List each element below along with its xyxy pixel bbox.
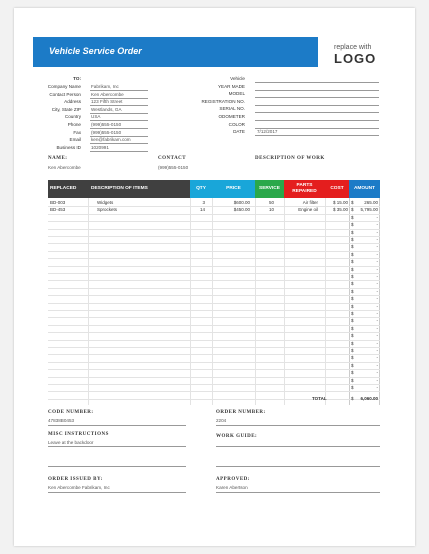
price-header: PRICE [212, 180, 255, 198]
customer-field-label: Address [64, 99, 81, 105]
work-guide-line-1 [216, 446, 380, 447]
amount-cell: - [376, 303, 378, 309]
table-row-divider [48, 221, 380, 222]
table-row-divider [48, 303, 380, 304]
amount-cell: - [376, 325, 378, 331]
table-row-divider [48, 354, 380, 355]
customer-field-label: City, State ZIP [51, 106, 81, 112]
description-cell: Sprockets [97, 207, 118, 213]
parts-repaired-header: PARTS REPAIRED [284, 180, 325, 198]
qty-cell: 3 [202, 200, 205, 205]
misc-line-2 [48, 466, 186, 467]
amount-header: AMOUNT [349, 180, 380, 198]
vehicle-field-line [255, 105, 379, 106]
name-label: NAME: [48, 156, 68, 161]
amount-currency-cell: $ [351, 348, 354, 353]
amount-cell: - [376, 348, 378, 353]
table-row-divider [48, 251, 380, 252]
code-number-label: CODE NUMBER: [48, 410, 94, 415]
amount-currency-cell: $ [351, 370, 354, 376]
vehicle-field-label: DATE [233, 129, 245, 135]
amount-cell: - [376, 333, 378, 339]
description-header: DESCRIPTION OF ITEMS [88, 180, 190, 198]
vehicle-field-value: 7/12/2017 [257, 129, 278, 135]
service-cell: 10 [268, 207, 274, 213]
amount-currency-cell: $ [351, 251, 354, 257]
vehicle-field-line [255, 82, 379, 83]
price-cell: $450.00 [233, 207, 250, 213]
table-row-divider [48, 377, 380, 378]
customer-field-value: Ken Abercombe [91, 91, 124, 97]
order-number-line [216, 425, 380, 426]
price-cell: $600.00 [233, 200, 250, 205]
vehicle-field-line [255, 97, 379, 98]
customer-field-label: Contact Person [49, 91, 81, 97]
amount-cell: - [376, 222, 378, 228]
amount-cell: - [376, 377, 378, 383]
amount-currency-cell: $ [351, 214, 354, 220]
vehicle-field-line [255, 90, 379, 91]
order-issued-line [48, 492, 186, 493]
vehicle-field-label: ODOMETER [218, 114, 245, 119]
name-value: Ken Abercombe [48, 165, 81, 170]
order-issued-by-value: Ken Abercombe Fabrikam, Inc [48, 485, 110, 490]
amount-currency-cell: $ [351, 207, 354, 213]
amount-cell: - [376, 229, 378, 235]
amount-cell: 5,795.00 [360, 207, 378, 213]
parts-repaired-cell: Air filter [302, 200, 318, 205]
customer-field-value: USA [91, 114, 101, 120]
replaced-cell: BD-003 [50, 200, 66, 205]
parts-repaired-cell: Engine oil [298, 207, 318, 213]
amount-cell: - [376, 281, 378, 287]
amount-cell: - [376, 385, 378, 390]
amount-cell: - [376, 362, 378, 368]
customer-field-label: Country [64, 114, 81, 120]
cost-cell: $ 35.00 [332, 207, 348, 213]
to-label: TO: [73, 76, 81, 81]
cost-header: COST [325, 180, 349, 198]
vehicle-field-line [255, 112, 379, 113]
amount-currency-cell: $ [351, 377, 354, 383]
vehicle-field-line [255, 135, 379, 136]
amount-cell: - [376, 370, 378, 376]
misc-instructions-label: MISC INSTRUCTIONS [48, 432, 109, 437]
total-label: TOTAL [312, 396, 327, 401]
customer-field-label: Company Name [47, 84, 81, 89]
vehicle-field-label: MODEL [228, 91, 245, 97]
amount-currency-cell: $ [351, 303, 354, 309]
amount-cell: - [376, 266, 378, 272]
table-row-divider [48, 273, 380, 274]
vehicle-field-label: COLOR [228, 121, 245, 127]
amount-cell: - [376, 355, 378, 361]
customer-field-value: Westlands, GA [91, 106, 122, 112]
amount-cell: - [376, 259, 378, 265]
table-row-divider [48, 266, 380, 267]
page-title: Vehicle Service Order [49, 46, 142, 56]
amount-currency-cell: $ [351, 362, 354, 368]
amount-cell: - [376, 340, 378, 346]
customer-field-value: 1020991 [91, 144, 109, 150]
vehicle-field-label: YEAR MADE [217, 83, 245, 89]
approved-label: APPROVED: [216, 477, 250, 482]
vehicle-field-label: SERIAL NO. [219, 106, 245, 112]
amount-cell: - [376, 274, 378, 279]
table-row-divider [48, 362, 380, 363]
customer-field-line [90, 151, 148, 152]
table-row-divider [48, 229, 380, 230]
contact-label: CONTACT [158, 156, 187, 161]
service-cell: 50 [268, 200, 274, 205]
order-number-value: 2204 [216, 418, 227, 423]
amount-cell: - [376, 214, 378, 220]
title-bar [33, 37, 318, 67]
qty-header: QTY [190, 180, 212, 198]
customer-field-label: Phone [67, 122, 81, 127]
amount-cell: - [376, 237, 378, 242]
customer-field-label: Business ID [56, 144, 81, 150]
amount-currency-cell: $ [351, 311, 354, 316]
table-row-divider [48, 340, 380, 341]
amount-cell: 265.00 [364, 200, 378, 205]
customer-field-value: ken@fabrikam.com [91, 137, 131, 143]
total-currency: $ [351, 396, 354, 401]
customer-field-value: Fabrikam, Inc [91, 84, 119, 89]
logo-text: LOGO [334, 51, 377, 66]
description-cell: Widgets [97, 200, 114, 205]
amount-currency-cell: $ [351, 325, 354, 331]
table-row-divider [48, 243, 380, 244]
amount-cell: - [376, 318, 378, 324]
amount-currency-cell: $ [351, 266, 354, 272]
amount-currency-cell: $ [351, 355, 354, 361]
table-row-divider [48, 384, 380, 385]
amount-currency-cell: $ [351, 288, 354, 294]
code-number-line [48, 425, 186, 426]
table-row-divider [48, 280, 380, 281]
amount-cell: - [376, 251, 378, 257]
table-row-divider [48, 332, 380, 333]
contact-value: (999)555-0150 [158, 165, 189, 170]
work-guide-label: WORK GUIDE: [216, 434, 258, 439]
cost-cell: $ 15.00 [332, 200, 348, 205]
customer-field-value: (999)555-0150 [91, 129, 122, 135]
description-of-work-label: DESCRIPTION OF WORK [255, 156, 325, 161]
customer-field-label: Email [69, 137, 81, 143]
amount-currency-cell: $ [351, 281, 354, 287]
service-header: SERVICE [255, 180, 284, 198]
vehicle-field-label: Vehicle [230, 76, 245, 81]
table-row-divider [48, 391, 380, 392]
order-issued-by-label: ORDER ISSUED BY: [48, 477, 103, 482]
order-number-label: ORDER NUMBER: [216, 410, 266, 415]
amount-currency-cell: $ [351, 296, 354, 302]
amount-currency-cell: $ [351, 333, 354, 339]
table-row-divider [48, 236, 380, 237]
code-number-value: 47838B0453 [48, 418, 75, 423]
amount-currency-cell: $ [351, 229, 354, 235]
amount-currency-cell: $ [351, 385, 354, 390]
table-row-divider [48, 258, 380, 259]
work-guide-line-2 [216, 466, 380, 467]
qty-cell: 14 [199, 207, 205, 213]
vehicle-field-line [255, 120, 379, 121]
table-row-divider [48, 214, 380, 215]
table-row-divider [48, 288, 380, 289]
vehicle-field-label: REGISTRATION NO. [201, 98, 245, 104]
amount-currency-cell: $ [351, 200, 354, 205]
amount-currency-cell: $ [351, 340, 354, 346]
total-value: 6,060.00 [360, 396, 378, 401]
amount-currency-cell: $ [351, 237, 354, 242]
table-row-divider [48, 295, 380, 296]
misc-line-1 [48, 446, 186, 447]
customer-field-label: Fax [73, 129, 81, 135]
approved-value: Karen Abertson [216, 485, 248, 490]
amount-currency-cell: $ [351, 259, 354, 265]
amount-currency-cell: $ [351, 274, 354, 279]
table-row-divider [48, 317, 380, 318]
table-row-divider [48, 310, 380, 311]
amount-currency-cell: $ [351, 222, 354, 228]
amount-cell: - [376, 244, 378, 250]
amount-cell: - [376, 311, 378, 316]
misc-instructions-value: Leave at the backdoor [48, 440, 94, 445]
table-row-divider [48, 325, 380, 326]
amount-currency-cell: $ [351, 318, 354, 324]
approved-line [216, 492, 380, 493]
logo-caption: replace with [334, 44, 372, 51]
table-row-divider [48, 347, 380, 348]
replaced-header: REPLACED [48, 180, 88, 198]
amount-cell: - [376, 296, 378, 302]
amount-currency-cell: $ [351, 244, 354, 250]
table-row-divider [48, 369, 380, 370]
replaced-cell: BD-453 [50, 207, 66, 213]
table-row-divider [48, 399, 380, 400]
amount-cell: - [376, 288, 378, 294]
customer-field-value: 123 Fifth Street [91, 99, 123, 105]
customer-field-value: (999)555-0150 [91, 122, 122, 127]
logo-placeholder [318, 37, 400, 67]
